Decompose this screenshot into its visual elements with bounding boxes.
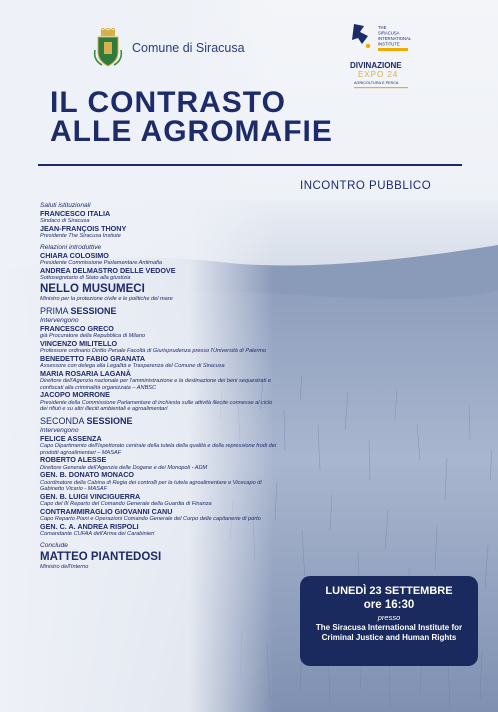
prima-sessione-heading: PRIMA SESSIONE	[40, 305, 117, 316]
speaker-name: JACOPO MORRONE	[40, 390, 110, 400]
speaker-name: GEN. C. A. ANDREA RISPOLI	[40, 521, 139, 531]
speaker-name: CHIARA COLOSIMO	[40, 251, 109, 260]
intervengono-label: Intervengono	[40, 316, 79, 324]
city-crest-icon	[92, 28, 124, 68]
speaker-role: Direttore dell'Agenzia nazionale per l'amministrazione e la destinazione dei beni sequestrati e confiscati alla criminalità organizzata – ANBSC	[40, 378, 271, 391]
speaker-name: GEN. B. LUIGI VINCIGUERRA	[40, 491, 141, 501]
venue-name: The Siracusa International Institute for Criminal Justice and Human Rights	[315, 623, 463, 642]
conclude-label: Conclude	[40, 541, 68, 549]
svg-text:SIRACUSA: SIRACUSA	[378, 30, 400, 36]
speaker-role: Sindaco di Siracusa	[40, 218, 90, 225]
comune-header	[92, 28, 245, 68]
title-line-1: IL CONTRASTO	[50, 86, 286, 119]
speaker-role: Presidente della Commissione Parlamentare di inchiesta sulle attività illecite connesse al ciclo dei rifiuti e su altri illeciti ambientali e agroalimentari	[40, 399, 273, 413]
speaker-role: Capo Reparto Piani e Operazioni Comando Generale del Corpo delle capitanerie di porto	[40, 516, 261, 523]
title-line-2: ALLE AGROMAFIE	[50, 115, 333, 148]
divinazione-expo-logo	[348, 58, 414, 94]
intervengono-label: Intervengono	[40, 426, 79, 434]
svg-text:INSTITUTE: INSTITUTE	[378, 41, 400, 47]
program-list	[40, 202, 280, 571]
speaker-name: VINCENZO MILITELLO	[40, 338, 118, 348]
speaker-role: già Procuratore della Repubblica di Milano	[40, 333, 146, 339]
svg-text:AGRICOLTURA E PESCA: AGRICOLTURA E PESCA	[354, 81, 399, 85]
saluti-label: Saluti istituzionali	[40, 202, 91, 209]
svg-text:INTERNATIONAL: INTERNATIONAL	[378, 36, 412, 41]
speaker-role: Coordinatore della Cabina di Regia dei controlli per la tutela agroalimentare e Vicecapo di Gabinetto Vicario - MASAF	[40, 479, 262, 493]
comune-name: Comune di Siracusa	[132, 41, 245, 55]
keynote-name: NELLO MUSUMECI	[40, 283, 145, 295]
speaker-role: Professore ordinario Diritto Penale Facoltà di Giurisprudenza presso l'Università di Palermo	[40, 348, 267, 354]
speaker-name: ANDREA DELMASTRO DELLE VEDOVE	[40, 266, 176, 275]
speaker-name: FRANCESCO ITALIA	[40, 209, 111, 218]
event-subtitle: INCONTRO PUBBLICO	[300, 180, 432, 192]
closing-speaker-role: Ministro dell'Interno	[40, 563, 89, 570]
closing-speaker-name: MATTEO PIANTEDOSI	[40, 550, 162, 563]
svg-text:THE: THE	[378, 25, 387, 30]
speaker-name: GEN. B. DONATO MONACO	[40, 470, 134, 480]
speaker-name: FRANCESCO GRECO	[40, 323, 114, 333]
event-title	[50, 88, 333, 146]
speaker-role: Presidente Commissione Parlamentare Antimafia	[40, 260, 162, 267]
speaker-role: Assessore con delega alla Legalità e Trasparenza del Comune di Siracusa	[40, 363, 225, 369]
speaker-name: ROBERTO ALESSE	[40, 455, 107, 465]
event-date: LUNEDÌ 23 SETTEMBRE	[325, 585, 453, 597]
speaker-role: Presidente The Siracusa Instiute	[40, 233, 121, 240]
speaker-name: CONTRAMMIRAGLIO GIOVANNI CANU	[40, 506, 173, 516]
keynote-role: Ministro per la protezione civile e le politiche del mare	[40, 296, 173, 302]
speaker-name: FELICE ASSENZA	[40, 433, 102, 443]
relazioni-label: Relazioni introduttive	[40, 244, 102, 251]
svg-text:DIVINAZIONE: DIVINAZIONE	[350, 61, 402, 70]
venue-label: presso	[377, 613, 401, 622]
speaker-role: Capo del III Reparto del Comando Generale della Guardia di Finanza	[40, 501, 212, 508]
svg-text:EXPO 24: EXPO 24	[358, 70, 399, 79]
speaker-role: Capo Dipartimento dell'Ispettorato centrale della tutela della qualità e della repressione frodi dei prodotti agroalimentari – MASAF	[40, 443, 277, 456]
speaker-role: Sottosegretario di Stato alla giustizia	[40, 275, 131, 282]
speaker-name: BENEDETTO FABIO GRANATA	[40, 353, 146, 363]
event-info-box	[300, 576, 478, 666]
speaker-role: Direttore Generale dell'Agenzia delle Dogane e dei Monopoli - ADM	[40, 464, 208, 471]
speaker-name: MARIA ROSARIA LAGANÀ	[40, 368, 131, 378]
title-divider	[38, 164, 462, 166]
seconda-sessione-heading: SECONDA SESSIONE	[40, 415, 133, 426]
speaker-role: Comandante CUFAA dell'Arma dei Carabinieri	[40, 531, 155, 538]
event-time: ore 16:30	[363, 599, 415, 611]
siracusa-institute-logo	[350, 20, 414, 60]
speaker-name: JEAN-FRANÇOIS THONY	[40, 224, 127, 233]
